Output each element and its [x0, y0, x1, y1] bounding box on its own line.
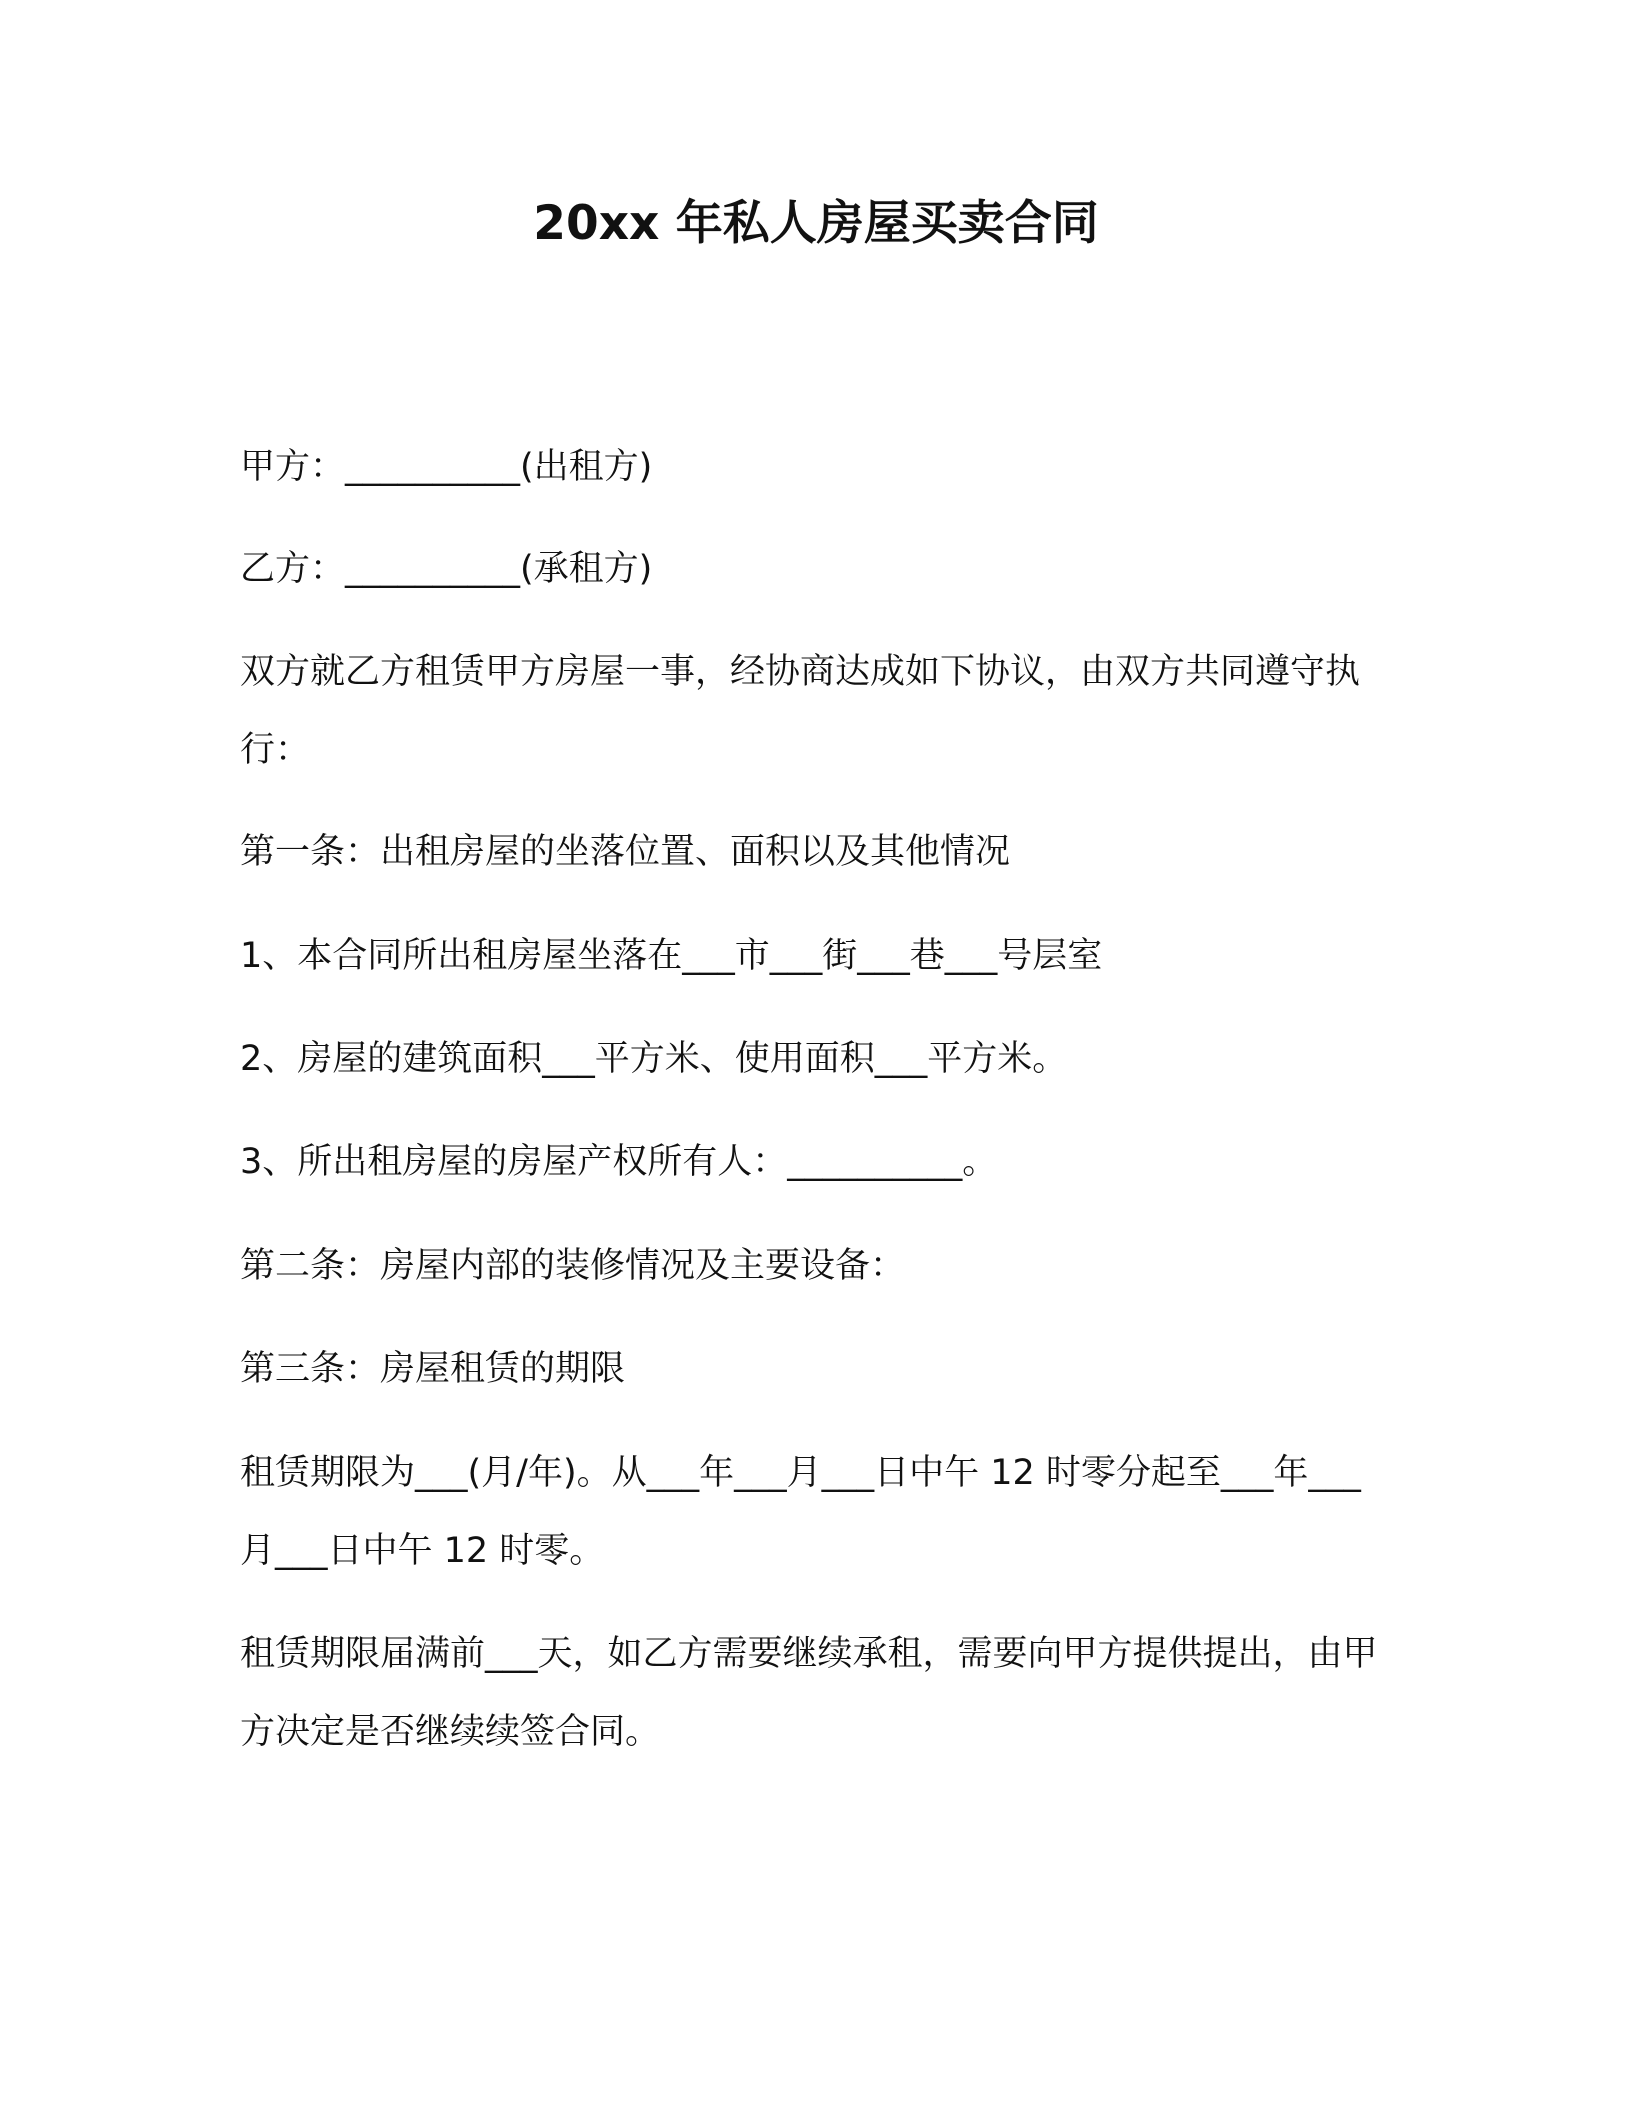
preamble-paragraph: 双方就乙方租赁甲方房屋一事，经协商达成如下协议，由双方共同遵守执行： [240, 652, 1361, 770]
document-title: 20xx 年私人房屋买卖合同 [533, 196, 1099, 251]
article-1-heading: 第一条：出租房屋的坐落位置、面积以及其他情况 [240, 832, 1011, 872]
article-3-heading: 第三条：房屋租赁的期限 [240, 1349, 626, 1389]
article-1-item-2: 2、房屋的建筑面积___平方米、使用面积___平方米。 [240, 1039, 1068, 1079]
party-b-line: 乙方：__________(承租方) [240, 549, 653, 589]
lease-term-paragraph: 租赁期限为___(月/年)。从___年___月___日中午 12 时零分起至___年___月___日中午 12 时零。 [240, 1453, 1361, 1571]
party-a-line: 甲方：__________(出租方) [240, 447, 653, 487]
renewal-paragraph: 租赁期限届满前___天，如乙方需要继续承租，需要向甲方提供提出，由甲方决定是否继续续签合同。 [240, 1634, 1378, 1752]
article-1-item-1: 1、本合同所出租房屋坐落在___市___街___巷___号层室 [240, 936, 1103, 976]
article-1-item-3: 3、所出租房屋的房屋产权所有人：__________。 [240, 1142, 998, 1182]
article-2-heading: 第二条：房屋内部的装修情况及主要设备： [240, 1246, 906, 1286]
